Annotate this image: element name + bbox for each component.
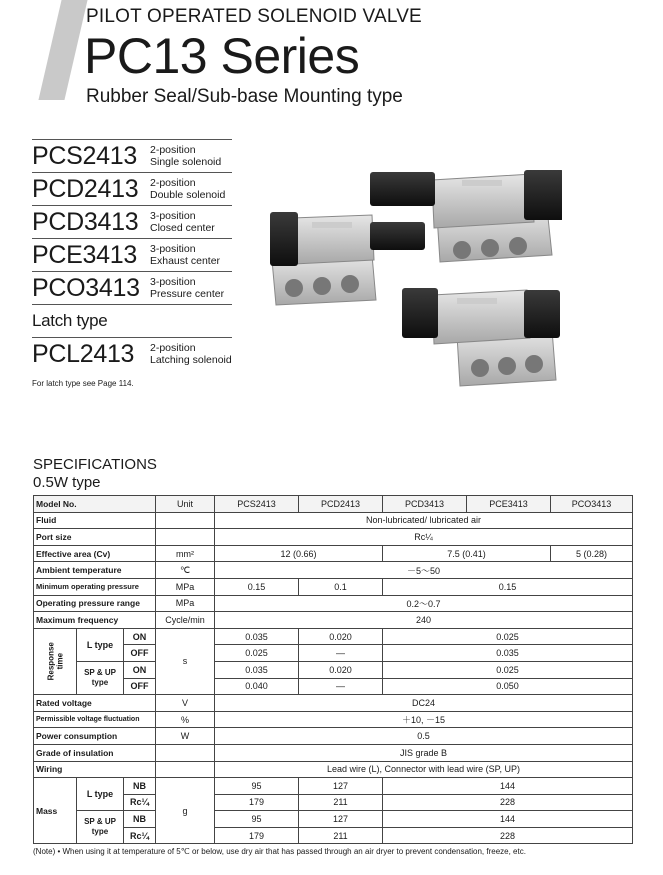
- row-value: 179: [215, 794, 299, 811]
- off-label: OFF: [124, 645, 156, 662]
- row-value: 0.5: [215, 728, 633, 745]
- row-value: 0.035: [383, 645, 633, 662]
- row-value: —: [299, 645, 383, 662]
- on-label: ON: [124, 628, 156, 645]
- row-value: 0.025: [215, 645, 299, 662]
- row-value: 0.035: [215, 661, 299, 678]
- rc-label: Rc¼: [124, 827, 156, 844]
- row-value: 179: [215, 827, 299, 844]
- row-unit: V: [156, 695, 215, 712]
- model-code: PCS2413: [32, 141, 137, 170]
- row-value: ＋10, －15: [215, 711, 633, 728]
- row-value: 0.1: [299, 578, 383, 595]
- specifications-heading: SPECIFICATIONS: [33, 456, 157, 473]
- row-value: 240: [215, 612, 633, 629]
- table-row: [34, 711, 633, 728]
- row-value: 0.15: [383, 578, 633, 595]
- model-code: PCD2413: [32, 174, 139, 203]
- row-value: 127: [299, 811, 383, 828]
- mass-label: Mass: [34, 778, 77, 844]
- row-unit: %: [156, 711, 215, 728]
- model-item: [32, 139, 232, 172]
- table-row: [34, 811, 633, 828]
- row-label: Operating pressure range: [34, 595, 156, 612]
- valve-product-photo: [262, 160, 562, 410]
- row-unit: MPa: [156, 595, 215, 612]
- row-value: 0.040: [215, 678, 299, 695]
- row-value: 0.2～0.7: [215, 595, 633, 612]
- valve-three-position: [402, 288, 560, 386]
- row-unit: [156, 529, 215, 546]
- row-label: Rated voltage: [34, 695, 156, 712]
- header-model: PCD3413: [383, 496, 467, 513]
- row-value: 0.020: [299, 628, 383, 645]
- valve-single: [270, 212, 425, 305]
- table-row: [34, 778, 633, 795]
- row-value: 211: [299, 827, 383, 844]
- table-row: [34, 578, 633, 595]
- table-row: [34, 661, 633, 678]
- latch-note: For latch type see Page 114.: [32, 379, 134, 388]
- model-code: PCE3413: [32, 240, 137, 269]
- row-value: 144: [383, 811, 633, 828]
- model-item: [32, 271, 232, 304]
- model-item: [32, 205, 232, 238]
- table-row: [34, 645, 633, 662]
- row-value: 95: [215, 811, 299, 828]
- row-label: Power consumption: [34, 728, 156, 745]
- row-label: Fluid: [34, 512, 156, 529]
- page-description: Rubber Seal/Sub-base Mounting type: [86, 86, 403, 107]
- row-value: －5～50: [215, 562, 633, 579]
- model-code: PCL2413: [32, 339, 135, 368]
- model-item: [32, 238, 232, 271]
- model-desc: 3-position Closed center: [150, 210, 215, 234]
- model-item: [32, 172, 232, 205]
- table-note: (Note) • When using it at temperature of 5℃ or below, use dry air that has passed through an air dryer to prevent condensation, freeze, etc.: [33, 847, 526, 856]
- row-value: 211: [299, 794, 383, 811]
- table-row: [34, 827, 633, 844]
- row-value: 95: [215, 778, 299, 795]
- table-row: [34, 678, 633, 695]
- row-unit: [156, 744, 215, 761]
- table-row: [34, 595, 633, 612]
- row-unit: MPa: [156, 578, 215, 595]
- row-label: Effective area (Cv): [34, 545, 156, 562]
- row-value: 12 (0.66): [215, 545, 383, 562]
- table-row: [34, 794, 633, 811]
- table-row: [34, 545, 633, 562]
- row-unit: mm²: [156, 545, 215, 562]
- row-value: 228: [383, 827, 633, 844]
- row-label: Grade of insulation: [34, 744, 156, 761]
- row-unit: s: [156, 628, 215, 694]
- off-label: OFF: [124, 678, 156, 695]
- row-value: 5 (0.28): [551, 545, 633, 562]
- table-row: [34, 612, 633, 629]
- model-item-latch: [32, 337, 232, 370]
- page-title: PC13 Series: [84, 28, 360, 84]
- table-row: [34, 562, 633, 579]
- row-label: Wiring: [34, 761, 156, 778]
- model-desc: 2-position Latching solenoid: [150, 342, 232, 366]
- sp-up-type-label: SP & UP type: [77, 811, 124, 844]
- latch-type-heading: Latch type: [32, 304, 232, 337]
- row-unit: g: [156, 778, 215, 844]
- row-unit: [156, 512, 215, 529]
- page-subtitle: PILOT OPERATED SOLENOID VALVE: [86, 6, 422, 27]
- model-desc: 3-position Pressure center: [150, 276, 225, 300]
- title-slash-decoration: [38, 0, 87, 100]
- row-value: 0.035: [215, 628, 299, 645]
- header-model: PCO3413: [551, 496, 633, 513]
- row-value: 0.15: [215, 578, 299, 595]
- sp-up-type-label: SP & UP type: [77, 661, 124, 694]
- row-value: —: [299, 678, 383, 695]
- model-code: PCD3413: [32, 207, 139, 236]
- table-row: [34, 529, 633, 546]
- model-code: PCO3413: [32, 273, 140, 302]
- row-value: DC24: [215, 695, 633, 712]
- nb-label: NB: [124, 778, 156, 795]
- specifications-table: [33, 495, 633, 844]
- row-unit: [156, 761, 215, 778]
- table-row: [34, 695, 633, 712]
- header-model-no: Model No.: [34, 496, 156, 513]
- table-row: [34, 761, 633, 778]
- row-value: 228: [383, 794, 633, 811]
- row-value: JIS grade B: [215, 744, 633, 761]
- row-value: 0.025: [383, 661, 633, 678]
- model-desc: 2-position Double solenoid: [150, 177, 226, 201]
- row-label: Permissible voltage fluctuation: [34, 711, 156, 728]
- row-value: 0.050: [383, 678, 633, 695]
- header-unit: Unit: [156, 496, 215, 513]
- nb-label: NB: [124, 811, 156, 828]
- l-type-label: L type: [77, 628, 124, 661]
- table-row: [34, 628, 633, 645]
- l-type-label: L type: [77, 778, 124, 811]
- row-value: Lead wire (L), Connector with lead wire (SP, UP): [215, 761, 633, 778]
- model-desc: 3-position Exhaust center: [150, 243, 221, 267]
- row-unit: ℃: [156, 562, 215, 579]
- row-label: Ambient temperature: [34, 562, 156, 579]
- row-value: 0.025: [383, 628, 633, 645]
- response-time-label: Response time: [34, 628, 77, 694]
- header-model: PCS2413: [215, 496, 299, 513]
- row-value: 127: [299, 778, 383, 795]
- row-label: Port size: [34, 529, 156, 546]
- table-row: [34, 744, 633, 761]
- row-value: 7.5 (0.41): [383, 545, 551, 562]
- rc-label: Rc¼: [124, 794, 156, 811]
- header-model: PCD2413: [299, 496, 383, 513]
- row-value: 144: [383, 778, 633, 795]
- model-list: [32, 139, 232, 388]
- row-value: 0.020: [299, 661, 383, 678]
- row-unit: W: [156, 728, 215, 745]
- specifications-subheading: 0.5W type: [33, 474, 101, 491]
- header-model: PCE3413: [467, 496, 551, 513]
- row-value: Non-lubricated/ lubricated air: [215, 512, 633, 529]
- table-header-row: [34, 496, 633, 513]
- row-unit: Cycle/min: [156, 612, 215, 629]
- row-value: Rc¼: [215, 529, 633, 546]
- row-label: Minimum operating pressure: [34, 578, 156, 595]
- table-row: [34, 728, 633, 745]
- model-desc: 2-position Single solenoid: [150, 144, 222, 168]
- table-row: [34, 512, 633, 529]
- row-label: Maximum frequency: [34, 612, 156, 629]
- on-label: ON: [124, 661, 156, 678]
